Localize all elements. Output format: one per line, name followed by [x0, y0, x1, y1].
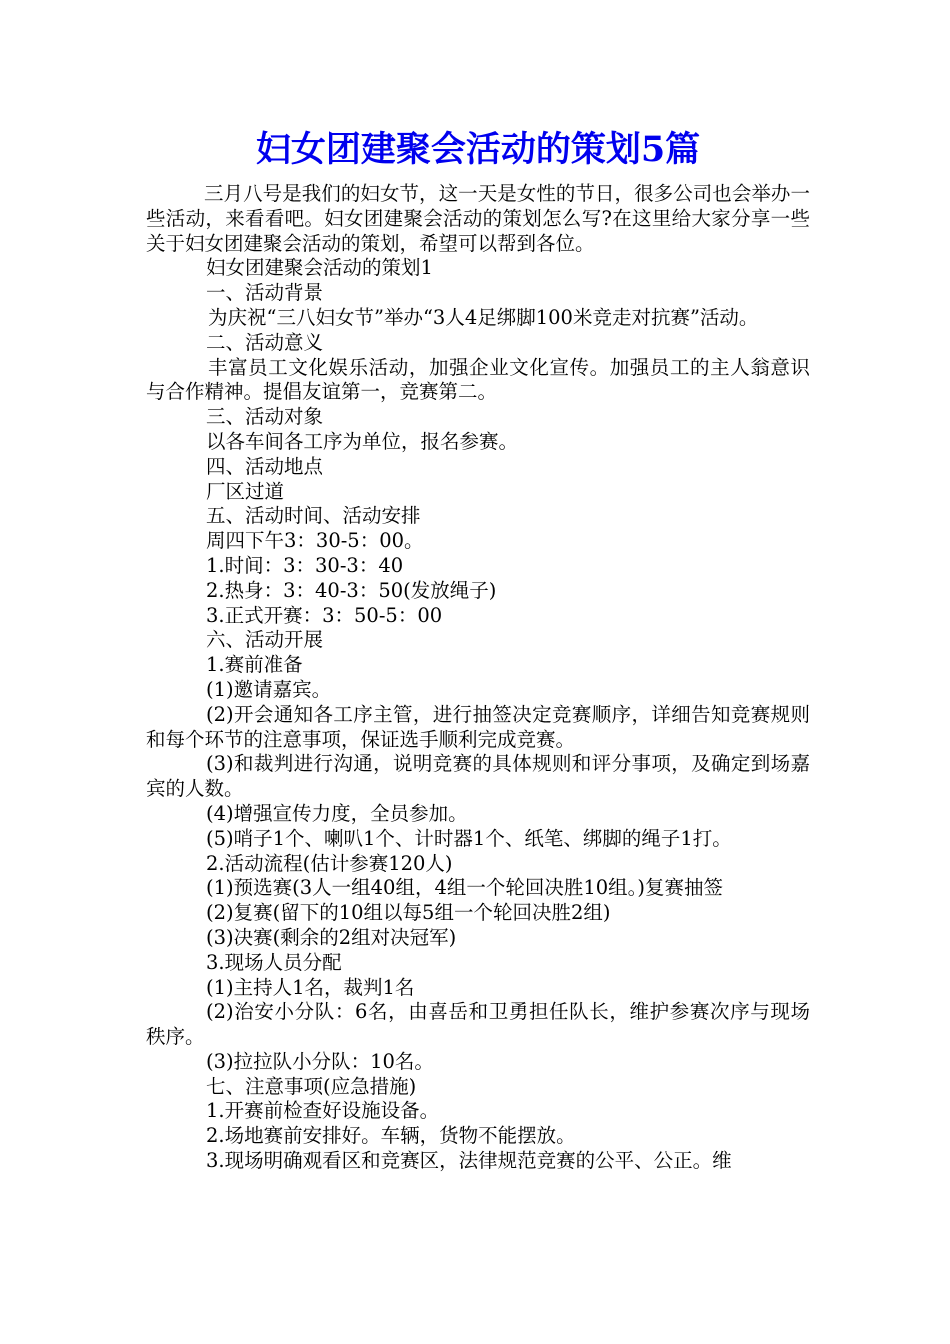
heading-execution: 六、活动开展 [206, 628, 324, 652]
heading-location: 四、活动地点 [206, 454, 324, 478]
notes-item-3: 3.现场明确观看区和竞赛区，法律规范竞赛的公平、公正。维 [206, 1149, 732, 1173]
paragraph-meaning: 丰富员工文化娱乐活动，加强企业文化宣传。加强员工的主人翁意识与合作精神。提倡友谊第一，竞赛第二。 [146, 355, 810, 404]
prep-item-3: (3)和裁判进行沟通，说明竞赛的具体规则和评分事项，及确定到场嘉宾的人数。 [146, 752, 810, 801]
subheading-staffing: 3.现场人员分配 [206, 950, 342, 974]
process-item-3: (3)决赛(剩余的2组对决冠军) [206, 925, 457, 949]
intro-paragraph: 三月八号是我们的妇女节，这一天是女性的节日，很多公司也会举办一些活动，来看看吧。妇女团建聚会活动的策划怎么写?在这里给大家分享一些关于妇女团建聚会活动的策划，希望可以帮到各位。 [146, 182, 810, 255]
heading-schedule: 五、活动时间、活动安排 [206, 504, 421, 528]
paragraph-schedule-time: 周四下午3：30-5：00。 [206, 529, 424, 553]
process-item-2: (2)复赛(留下的10组以每5组一个轮回决胜2组) [206, 901, 611, 925]
process-item-1: (1)预选赛(3人一组40组，4组一个轮回决胜10组。)复赛抽签 [206, 876, 724, 900]
schedule-item-3: 3.正式开赛：3：50-5：00 [206, 603, 443, 627]
heading-background: 一、活动背景 [206, 281, 324, 305]
prep-item-2: (2)开会通知各工序主管，进行抽签决定竞赛顺序，详细告知竞赛规则和每个环节的注意事项，保证选手顺利完成竞赛。 [146, 702, 810, 751]
prep-item-4: (4)增强宣传力度，全员参加。 [206, 801, 468, 825]
heading-notes: 七、注意事项(应急措施) [206, 1074, 417, 1098]
document-title: 妇女团建聚会活动的策划5篇 [255, 129, 701, 170]
document-page [146, 118, 810, 1174]
schedule-item-1: 1.时间：3：30-3：40 [206, 553, 404, 577]
notes-item-2: 2.场地赛前安排好。车辆，货物不能摆放。 [206, 1124, 576, 1148]
notes-item-1: 1.开赛前检查好设施设备。 [206, 1099, 440, 1123]
document-body [146, 182, 810, 1174]
staffing-item-3: (3)拉拉队小分队：10名。 [206, 1049, 434, 1073]
schedule-item-2: 2.热身：3：40-3：50(发放绳子) [206, 578, 497, 602]
heading-meaning: 二、活动意义 [206, 330, 324, 354]
section-heading-plan-1: 妇女团建聚会活动的策划1 [206, 256, 433, 280]
paragraph-target: 以各车间各工序为单位，报名参赛。 [206, 429, 519, 453]
staffing-item-1: (1)主持人1名，裁判1名 [206, 975, 415, 999]
prep-item-5: (5)哨子1个、喇叭1个、计时器1个、纸笔、绑脚的绳子1打。 [206, 826, 732, 850]
prep-item-1: (1)邀请嘉宾。 [206, 677, 332, 701]
heading-target: 三、活动对象 [206, 405, 324, 429]
staffing-item-2: (2)治安小分队：6名，由喜岳和卫勇担任队长，维护参赛次序与现场秩序。 [146, 1000, 810, 1049]
subheading-preparation: 1.赛前准备 [206, 653, 303, 677]
paragraph-location: 厂区过道 [206, 479, 285, 503]
paragraph-background: 为庆祝“三八妇女节”举办“3人4足绑脚100米竞走对抗赛”活动。 [208, 305, 759, 329]
subheading-process: 2.活动流程(估计参赛120人) [206, 851, 453, 875]
